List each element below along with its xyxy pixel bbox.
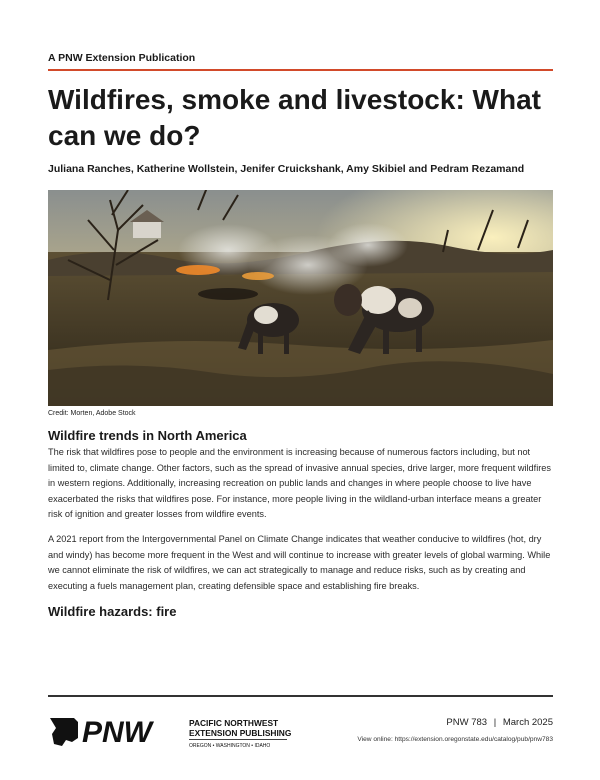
footer-divider — [48, 695, 553, 697]
svg-text:OREGON • WASHINGTON • IDAHO: OREGON • WASHINGTON • IDAHO — [189, 743, 271, 749]
section-heading-wildfire-trends: Wildfire trends in North America — [48, 428, 247, 443]
header-divider — [48, 69, 553, 71]
cover-photo-wildfire-livestock — [48, 190, 553, 406]
svg-text:PACIFIC NORTHWEST: PACIFIC NORTHWEST — [189, 718, 279, 728]
author-list: Juliana Ranches, Katherine Wollstein, Jenifer Cruickshank, Amy Skibiel and Pedram Rezamand — [48, 163, 525, 175]
pub-separator: | — [493, 717, 497, 728]
paragraph-wildfire-trends-2: A 2021 report from the Intergovernmental Panel on Climate Change indicates that weather conducive to wildfires (hot, dry and windy) has become more frequent in the West and will continue to increase with greater levels of global warming. While we cannot eliminate the risk of wildfires, we can act strategically to manage and reduce risks, such as by creating and executing a fuels management plan, creating defensible space and establishing fire breaks. — [48, 534, 551, 591]
photo-credit: Credit: Morten, Adobe Stock — [48, 410, 136, 417]
section-heading-wildfire-hazards-fire: Wildfire hazards: fire — [48, 604, 177, 619]
pnw-extension-publishing-logo — [48, 712, 293, 752]
svg-text:EXTENSION PUBLISHING: EXTENSION PUBLISHING — [189, 728, 292, 738]
publication-number-date — [446, 717, 553, 728]
pub-number: PNW 783 — [446, 717, 488, 728]
paragraph-wildfire-trends-1: The risk that wildfires pose to people and the environment is increasing because of numerous factors including, but not limited to, climate change. Other factors, such as the spread of invasive annual species, drive larger, more frequent wildfires in western regions. Additionally, increasing recreation on public lands and changes in where people choose to live have exacerbated the risks that wildfires pose. For instance, more people living in the wildland-urban interface means a greater risk of ignition and greater losses from wildfire events. — [48, 447, 552, 520]
pub-date: March 2025 — [502, 717, 553, 728]
page-title: Wildfires, smoke and livestock: What can we do? — [48, 84, 541, 151]
publication-kicker: A PNW Extension Publication — [48, 52, 196, 64]
svg-text:PNW: PNW — [82, 716, 152, 749]
view-online-link[interactable]: View online: https://extension.oregonstate.edu/catalog/pub/pnw783 — [357, 736, 553, 743]
